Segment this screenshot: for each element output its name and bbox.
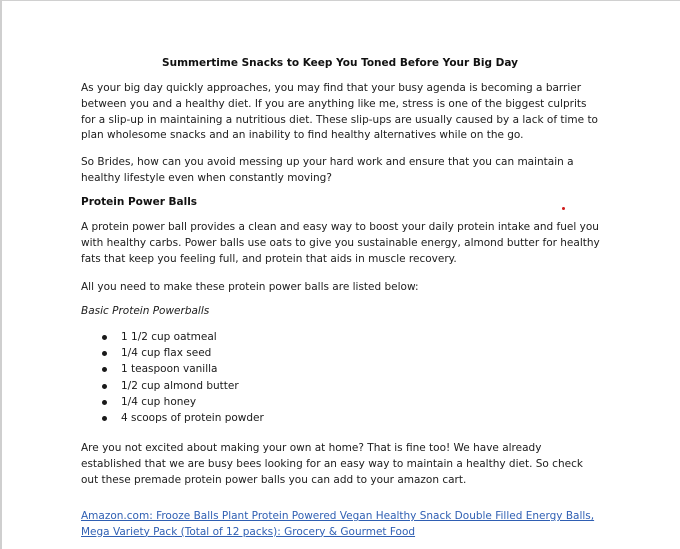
list-item xyxy=(96,345,264,361)
ingredient-text: 1/4 cup honey xyxy=(121,395,197,408)
ingredient-text: 1 teaspoon vanilla xyxy=(121,363,218,376)
bullet-icon xyxy=(102,384,107,389)
list-item xyxy=(96,361,264,377)
bullet-icon xyxy=(102,400,107,405)
page-left-border xyxy=(0,0,2,549)
ingredient-text: 1 1/2 cup oatmeal xyxy=(121,331,217,343)
intro-paragraph: As your big day quickly approaches, you may find that your busy agenda is becoming a barrier between you and a healthy diet. If you are anything like me, stress is one of the biggest culprits for a slip-up in maintaining a nutritious diet. These slip-ups are usually caused by a lack of time to plan wholesome snacks and an inability to find healthy alternatives while on the go. xyxy=(81,82,598,142)
bullet-icon xyxy=(102,335,107,340)
list-intro: All you need to make these protein power balls are listed below: xyxy=(81,281,419,293)
document-title: Summertime Snacks to Keep You Toned Before Your Big Day xyxy=(162,57,518,69)
bullet-icon xyxy=(102,351,107,356)
ingredient-text: 1/2 cup almond butter xyxy=(121,379,239,392)
question-paragraph: So Brides, how can you avoid messing up your hard work and ensure that you can maintain a healthy lifestyle even when constantly moving? xyxy=(81,156,574,184)
section-paragraph: A protein power ball provides a clean and easy way to boost your daily protein intake and fuel you with healthy carbs. Power balls use oats to give you sustainable energy, almond butter for healthy fats that keep you feeling full, and protein that aids in muscle recovery. xyxy=(81,221,600,265)
bullet-icon xyxy=(102,367,107,372)
ingredient-text: 1/4 cup flax seed xyxy=(121,347,212,360)
amazon-product-link[interactable]: Amazon.com: Frooze Balls Plant Protein Powered Vegan Healthy Snack Double Filled Energy Balls, Mega Variety Pack (Total of 12 packs): Grocery & Gourmet Food xyxy=(81,510,595,538)
list-item xyxy=(96,329,264,345)
red-mark xyxy=(562,207,565,210)
list-item xyxy=(96,394,264,410)
recipe-label: Basic Protein Powerballs xyxy=(81,305,210,317)
list-item xyxy=(96,378,264,394)
page-top-border xyxy=(0,0,680,1)
ingredient-list xyxy=(96,329,264,426)
bullet-icon xyxy=(102,416,107,421)
closing-paragraph: Are you not excited about making your own at home? That is fine too! We have already established that we are busy bees looking for an easy way to maintain a healthy diet. So check out these premade protein power balls you can add to your amazon cart. xyxy=(81,442,583,486)
ingredient-text: 4 scoops of protein powder xyxy=(121,412,264,425)
section-heading: Protein Power Balls xyxy=(81,196,198,208)
list-item xyxy=(96,410,264,426)
